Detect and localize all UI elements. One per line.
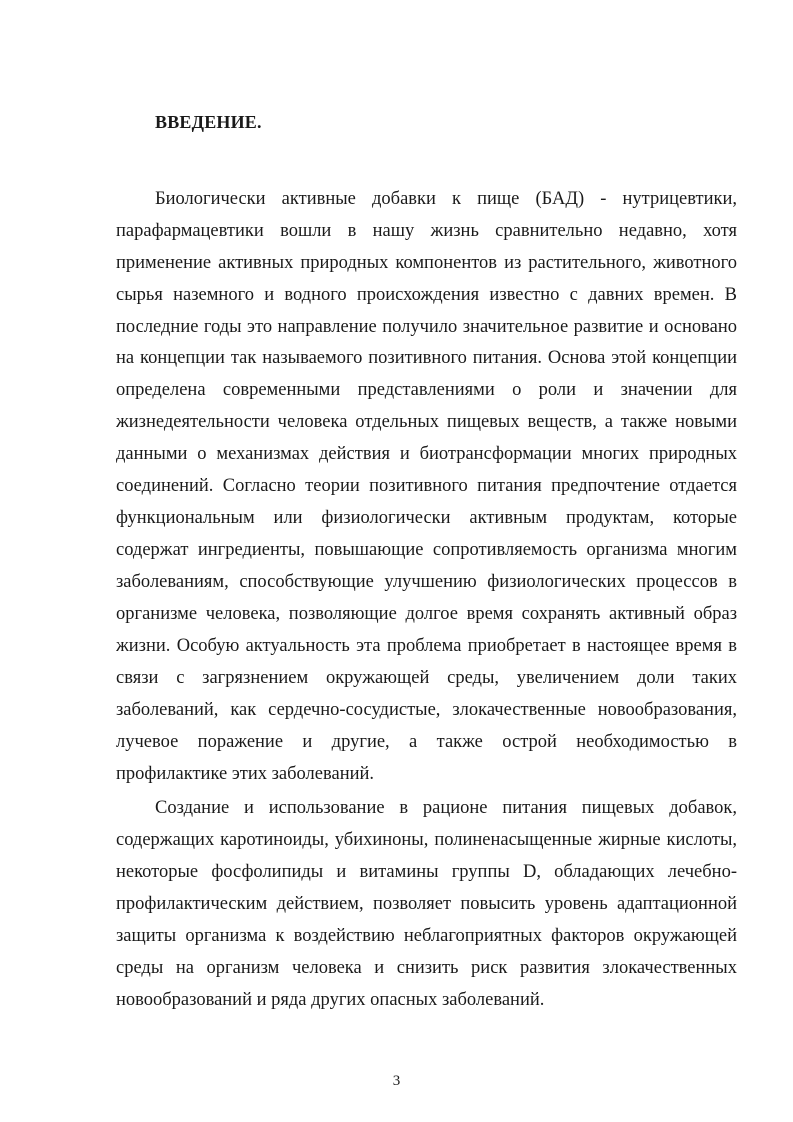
- text-line: новообразований и ряда других опасных заболеваний.: [116, 990, 545, 1010]
- text-line: защиты организма к воздействию неблагоприятных факторов окружающей: [116, 926, 737, 946]
- text-line: заболеваниям, способствующие улучшению физиологических процессов в: [116, 572, 737, 592]
- text-line: жизни. Особую актуальность эта проблема приобретает в настоящее время в: [116, 636, 737, 656]
- text-line: соединений. Согласно теории позитивного питания предпочтение отдается: [116, 476, 737, 496]
- text-line: на концепции так называемого позитивного питания. Основа этой концепции: [116, 348, 737, 368]
- text-line: организме человека, позволяющие долгое время сохранять активный образ: [116, 604, 737, 624]
- text-line: определена современными представлениями о роли и значении для: [116, 380, 737, 400]
- text-line: жизнедеятельности человека отдельных пищевых веществ, а также новыми: [116, 412, 737, 432]
- text-line: Биологически активные добавки к пище (БАД) - нутрицевтики,: [155, 189, 737, 209]
- page-number: 3: [392, 1073, 401, 1089]
- text-line: Создание и использование в рационе питания пищевых добавок,: [155, 798, 737, 818]
- text-line: последние годы это направление получило значительное развитие и основано: [116, 317, 737, 337]
- text-line: применение активных природных компонентов из растительного, животного: [116, 253, 737, 273]
- text-line: парафармацевтики вошли в нашу жизнь сравнительно недавно, хотя: [116, 221, 737, 241]
- text-line: содержащих каротиноиды, убихиноны, полиненасыщенные жирные кислоты,: [116, 830, 737, 850]
- text-line: профилактическим действием, позволяет повысить уровень адаптационной: [116, 894, 737, 914]
- text-line: функциональным или физиологически активным продуктам, которые: [116, 508, 737, 528]
- text-line: данными о механизмах действия и биотрансформации многих природных: [116, 444, 737, 464]
- text-line: профилактике этих заболеваний.: [116, 764, 375, 784]
- section-heading: ВВЕДЕНИЕ.: [155, 112, 262, 132]
- text-line: заболеваний, как сердечно-сосудистые, злокачественные новообразования,: [116, 700, 737, 720]
- text-line: содержат ингредиенты, повышающие сопротивляемость организма многим: [116, 540, 737, 560]
- text-line: связи с загрязнением окружающей среды, увеличением доли таких: [116, 668, 737, 688]
- text-line: сырья наземного и водного происхождения известно с давних времен. В: [116, 285, 737, 305]
- text-line: лучевое поражение и другие, а также острой необходимостью в: [116, 732, 737, 752]
- text-line: некоторые фосфолипиды и витамины группы D, обладающих лечебно-: [116, 862, 737, 882]
- text-line: среды на организм человека и снизить риск развития злокачественных: [116, 958, 737, 978]
